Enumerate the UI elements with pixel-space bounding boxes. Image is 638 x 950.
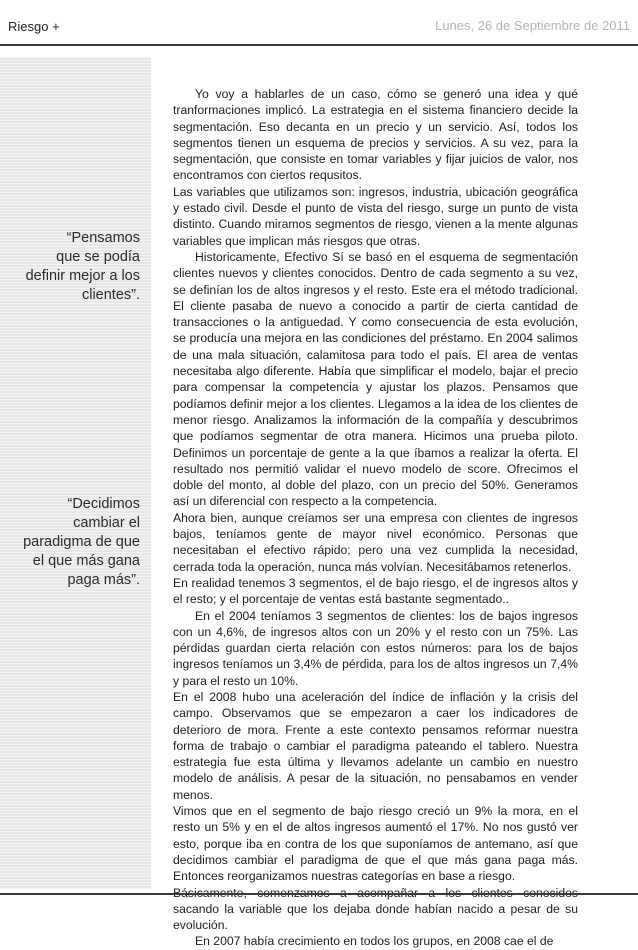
- article-paragraph: Las variables que utilizamos son: ingresos, industria, ubicación geográfica y estado civil. Desde el punto de vista del riesgo, surge un punto de vista distinto. Cuando miramos segmentos de riesgo, vienen a la mente algunas variables que implican más riesgos que otras.: [173, 184, 578, 248]
- footer-divider: [0, 893, 638, 895]
- article-paragraph: En el 2004 teníamos 3 segmentos de clientes: los de bajos ingresos con un 4,6%, de ingresos altos con un 20% y el resto con un 75%. Las pérdidas guardan cierta relación con estos números: para los de bajos ingresos teníamos un 3,4% de pérdida, para los de altos ingresos un 7,4% y para el resto un 10%.: [173, 608, 578, 688]
- page-header: [0, 0, 638, 44]
- pull-quote-line: “Decidimos: [67, 496, 140, 512]
- article-paragraph: En 2007 había crecimiento en todos los grupos, en 2008 cae el de: [195, 934, 554, 949]
- pull-quote-line: cambiar el: [73, 515, 140, 531]
- article-paragraph: Yo voy a hablarles de un caso, cómo se generó una idea y qué tranformaciones implicó. La estrategia en el sistema financiero decide la segmentación. Eso decanta en un precio y un servicio. Así, todos los segmentos tienen un esquema de precios y servicios. A su vez, para la segmentación, que consiste en tomar variables y fijar juicios de valor, nos encontramos con ciertos requsitos.: [173, 87, 578, 183]
- issue-date: Lunes, 26 de Septiembre de 2011: [435, 18, 630, 33]
- pull-quote-line: paga más”.: [67, 572, 140, 588]
- article-paragraph: sacando la variable que los dejaba donde habían nacido a pesar de su evolución.: [173, 901, 578, 933]
- header-divider: [0, 44, 638, 46]
- pull-quote-line: el que más gana: [32, 553, 140, 569]
- article-paragraph: En realidad tenemos 3 segmentos, el de bajo riesgo, el de ingresos altos y el resto; y el porcentaje de ventas está bastante segmentado..: [173, 575, 578, 607]
- article-paragraph: Vimos que en el segmento de bajo riesgo creció un 9% la mora, en el resto un 5% y en el de altos ingresos aumentó el 17%. No nos gustó ver esto, porque iba en contra de los que suponíamos de antemano, así que decidimos cambiar el paradigma de que el que más gana paga más. Entonces reorganizamos nuestras categorías en base a riesgo.: [173, 804, 578, 884]
- pull-quote-line: que se podía: [56, 249, 140, 265]
- article-body: [173, 86, 578, 950]
- sidebar-panel: [0, 57, 151, 889]
- pull-quote-1: [26, 229, 140, 305]
- pull-quote-line: clientes”.: [81, 287, 140, 303]
- article-paragraph: Ahora bien, aunque creíamos ser una empresa con clientes de ingresos bajos, teníamos gente de mayor nivel económico. Personas que necesitaban el efectivo rápido; pero una vez cumplida la necesidad, cerrada toda la operación, nunca más volvían. Necesitábamos retenerlos.: [173, 510, 578, 574]
- pull-quote-2: [23, 495, 140, 590]
- publication-name: Riesgo +: [8, 19, 60, 34]
- pull-quote-line: paradigma de que: [23, 534, 140, 550]
- pull-quote-line: definir mejor a los: [25, 268, 140, 284]
- pull-quote-line: “Pensamos: [66, 230, 140, 246]
- article-paragraph: Historicamente, Efectivo Sí se basó en el esquema de segmentación clientes nuevos y clientes conocidos. Dentro de cada segmento a su vez, se definían los de altos ingresos y el resto. Este era el método tradicional. El cliente pasaba de nuevo a conocido a partir de cierta cantidad de transacciones o la antiguedad. Y como consecuencia de esta evolución, se producía una mejora en las condiciones del préstamo. En 2004 salimos de una mala situación, calamitosa para todo el país. El area de ventas necesitaba algo diferente. Había que simplificar el modelo, bajar el precio para compensar la competencia y ajustar los plazos. Pensamos que podíamos definir mejor a los clientes. Llegamos a la idea de los clientes de menor riesgo. Analizamos la información de la compañía y descubrimos que podíamos segmentar de otra manera. Hicimos una prueba piloto. Definimos un porcentaje de gente a la que íbamos a realizar la oferta. El resultado nos permitió validar el nuevo modelo de score. Ofrecimos el doble del monto, al doble del plazo, con un precio del 50%. Generamos así un diferencial con respecto a la competencia.: [173, 249, 578, 509]
- article-paragraph: En el 2008 hubo una aceleración del índice de inflación y la crisis del campo. Observamos que se empezaron a caer los indicadores de deterioro de mora. Frente a este contexto pensamos reformar nuestra forma de trabajo o cambiar el paradigma pateando el tablero. Nuestra estrategia fue esta última y llevamos adelante un cambio en nuestro modelo de análisis. A pesar de la situación, no pensabamos en vender menos.: [173, 689, 578, 802]
